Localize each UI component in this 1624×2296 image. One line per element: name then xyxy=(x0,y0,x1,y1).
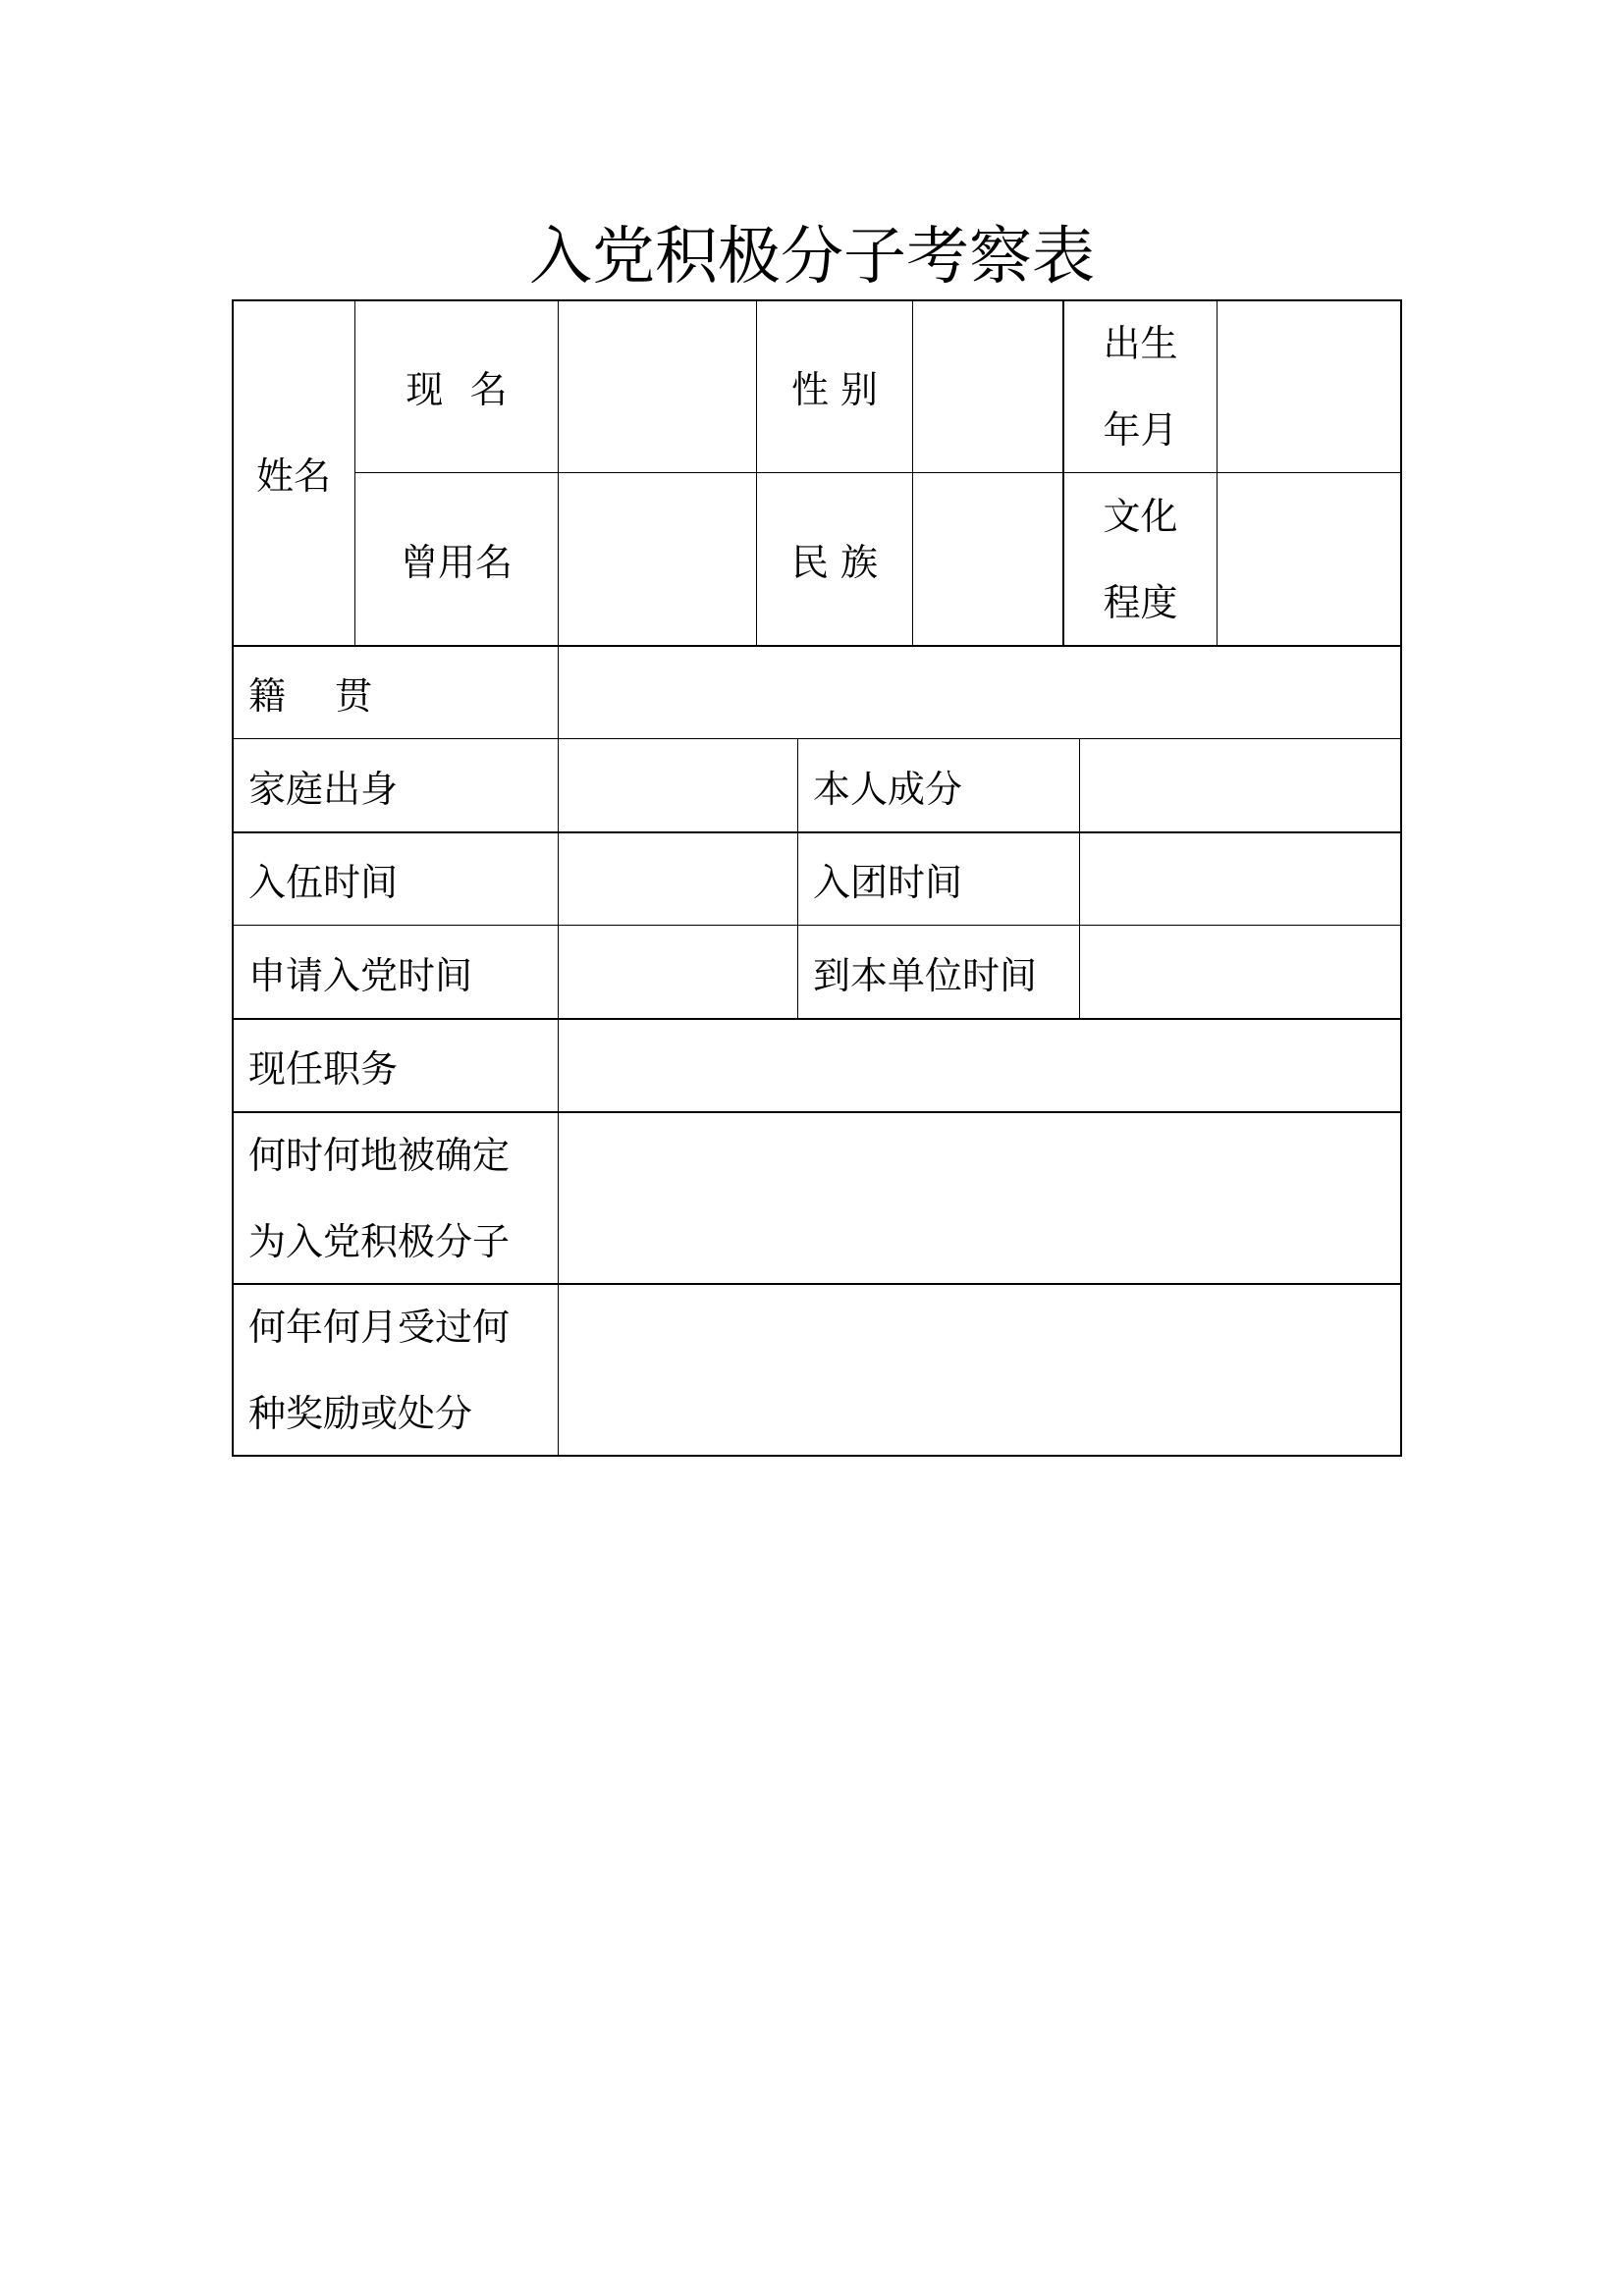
current-position-field[interactable] xyxy=(559,1020,1400,1111)
enlistment-time-label xyxy=(234,833,558,925)
education-label xyxy=(1064,473,1217,645)
birth-label-line2: 年月 xyxy=(1103,407,1178,452)
education-field[interactable] xyxy=(1218,473,1400,645)
former-name-label-text: 曾用名 xyxy=(400,541,513,584)
activist-label-line2: 为入党积极分子 xyxy=(248,1219,511,1263)
current-name-field[interactable] xyxy=(559,300,756,472)
native-place-label xyxy=(234,647,558,738)
name-label xyxy=(233,300,354,645)
rewards-label-line2: 种奖励或处分 xyxy=(248,1391,473,1435)
birth-label-line1: 出生 xyxy=(1103,321,1178,365)
league-join-time-label-text: 入团时间 xyxy=(813,861,963,904)
ethnicity-field[interactable] xyxy=(913,473,1062,645)
education-label-line2: 程度 xyxy=(1103,580,1178,624)
personal-status-label-text: 本人成分 xyxy=(813,767,963,811)
family-background-label-text: 家庭出身 xyxy=(248,767,399,811)
activist-label-line1: 何时何地被确定 xyxy=(248,1133,511,1177)
party-application-time-field[interactable] xyxy=(559,926,797,1018)
name-label-text: 姓名 xyxy=(255,454,331,498)
current-position-label xyxy=(234,1020,558,1111)
unit-arrival-time-label-text: 到本单位时间 xyxy=(813,953,1038,997)
party-application-time-label xyxy=(234,926,558,1018)
rewards-punishments-field[interactable] xyxy=(559,1285,1400,1455)
league-join-time-label xyxy=(798,833,1079,925)
education-label-line1: 文化 xyxy=(1103,494,1178,538)
ethnicity-label-text: 民 族 xyxy=(790,541,879,584)
personal-status-field[interactable] xyxy=(1080,739,1400,831)
former-name-label xyxy=(355,473,558,645)
current-name-label-text: 现 名 xyxy=(406,368,508,411)
unit-arrival-time-label xyxy=(798,926,1079,1018)
rewards-label-line1: 何年何月受过何 xyxy=(248,1305,511,1349)
table-border-right xyxy=(1400,299,1402,1457)
family-background-field[interactable] xyxy=(559,739,797,831)
birth-date-field[interactable] xyxy=(1218,300,1400,472)
native-place-field[interactable] xyxy=(559,647,1400,738)
current-position-label-text: 现任职务 xyxy=(248,1047,399,1091)
personal-status-label xyxy=(798,739,1079,831)
enlistment-time-field[interactable] xyxy=(559,833,797,925)
gender-field[interactable] xyxy=(913,300,1062,472)
enlistment-time-label-text: 入伍时间 xyxy=(248,861,399,904)
party-application-time-label-text: 申请入党时间 xyxy=(248,953,473,997)
ethnicity-label xyxy=(757,473,912,645)
rewards-punishments-label xyxy=(234,1285,558,1455)
native-place-label-text: 籍 贯 xyxy=(248,674,373,718)
current-name-label xyxy=(355,300,558,472)
gender-label xyxy=(757,300,912,472)
activist-designation-label xyxy=(234,1113,558,1283)
former-name-field[interactable] xyxy=(559,473,756,645)
unit-arrival-time-field[interactable] xyxy=(1080,926,1400,1018)
form-title: 入党积极分子考察表 xyxy=(529,221,1095,294)
birth-date-label xyxy=(1064,300,1217,472)
league-join-time-field[interactable] xyxy=(1080,833,1400,925)
activist-designation-field[interactable] xyxy=(559,1113,1400,1283)
family-background-label xyxy=(234,739,558,831)
gender-label-text: 性 别 xyxy=(790,368,879,411)
